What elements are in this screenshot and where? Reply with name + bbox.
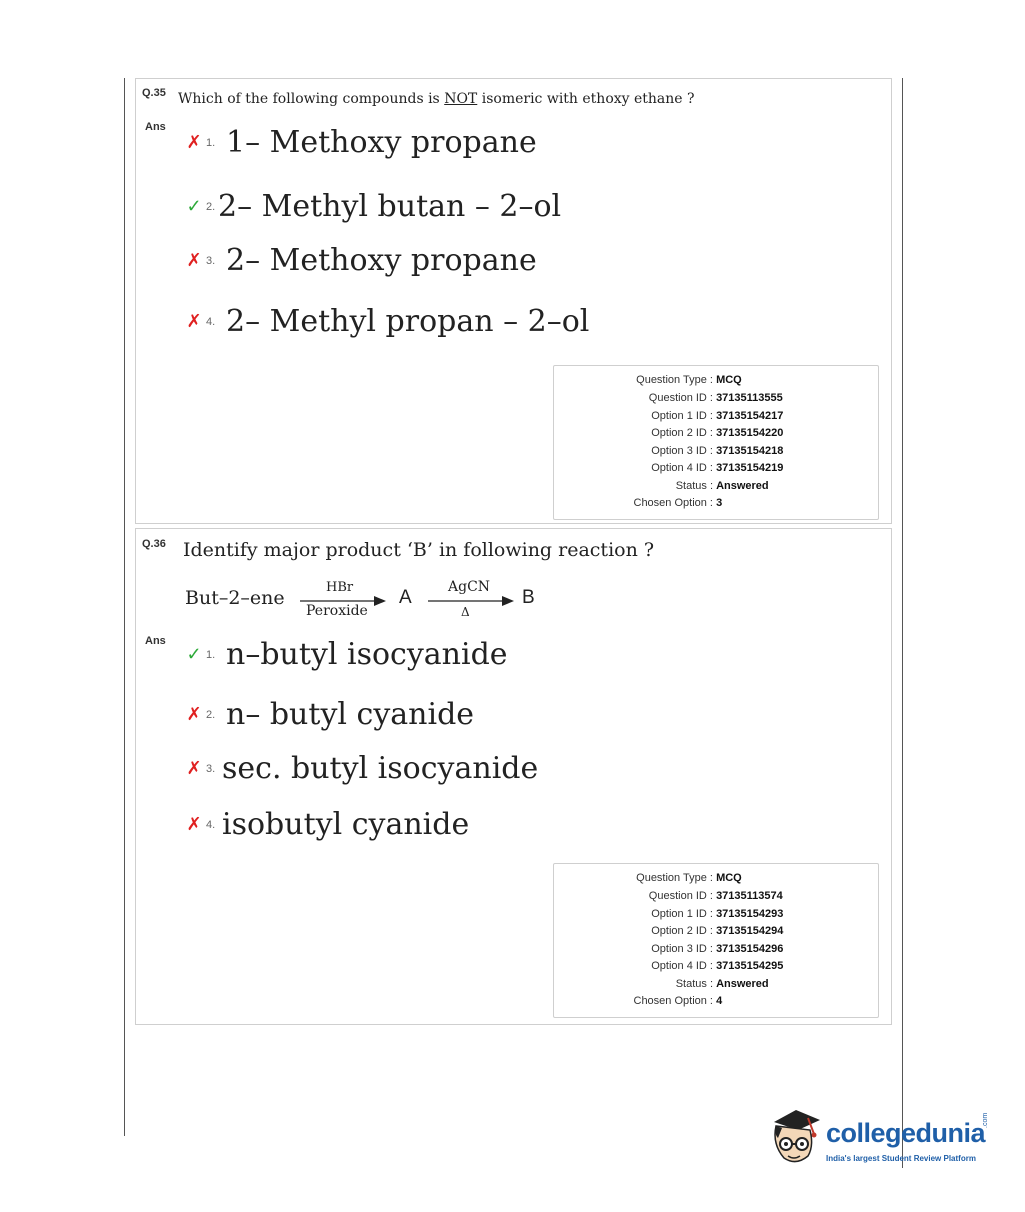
info-row [554, 410, 783, 422]
question-text-part: Which of the following compounds is [178, 91, 445, 107]
option-text: isobutyl cyanide [222, 807, 470, 842]
info-row [554, 497, 722, 509]
cross-icon: ✗ [186, 132, 202, 152]
info-value: MCQ [716, 872, 742, 884]
option-number: 3. [206, 254, 216, 267]
reagent-2-top: AgCN [448, 579, 491, 595]
brand-suffix: .com [982, 1112, 989, 1128]
option-4[interactable] [184, 304, 589, 339]
reactant: But–2–ene [185, 587, 285, 609]
cross-icon: ✗ [186, 814, 202, 834]
option-number: 4. [206, 818, 216, 831]
info-row [554, 445, 783, 457]
info-key: Option 3 ID : [651, 943, 713, 955]
info-key: Option 4 ID : [651, 960, 713, 972]
info-row [554, 960, 783, 972]
answer-label: Ans [145, 635, 166, 647]
info-row [554, 480, 769, 492]
info-value: 37135154219 [716, 462, 784, 474]
info-row [554, 890, 783, 902]
info-value: Answered [716, 480, 769, 492]
info-key: Option 3 ID : [651, 445, 713, 457]
brand-tagline: India's largest Student Review Platform [826, 1154, 976, 1163]
question-35-panel [135, 78, 892, 524]
info-key: Question ID : [648, 392, 713, 404]
reaction-arrow-2 [428, 595, 514, 607]
page-rule-right [902, 78, 903, 1168]
info-value: 37135154296 [716, 943, 784, 955]
question-text [178, 91, 695, 107]
option-number: 3. [206, 762, 216, 775]
reagent-1-bottom: Peroxide [306, 603, 368, 619]
brand-name: collegedunia [826, 1118, 986, 1148]
option-number: 1. [206, 648, 216, 661]
option-text: n– butyl cyanide [226, 697, 475, 732]
info-key: Question ID : [648, 890, 713, 902]
info-value: Answered [716, 978, 769, 990]
info-row [554, 427, 783, 439]
cross-icon: ✗ [186, 311, 202, 331]
info-row [554, 462, 783, 474]
info-row [554, 872, 742, 884]
info-row [554, 978, 769, 990]
option-3[interactable] [184, 751, 538, 786]
info-value: 4 [716, 995, 723, 1007]
question-info-box [553, 365, 879, 520]
mascot-icon [768, 1104, 824, 1170]
option-text: sec. butyl isocyanide [222, 751, 539, 786]
option-number: 2. [206, 708, 216, 721]
option-2[interactable] [184, 189, 561, 224]
option-text: 1– Methoxy propane [226, 125, 537, 160]
product: B [522, 587, 535, 608]
page-rule-left [124, 78, 125, 1136]
info-value: 37135154295 [716, 960, 784, 972]
info-value: 37135154217 [716, 410, 784, 422]
question-text-part: isomeric with ethoxy ethane ? [477, 91, 695, 107]
answer-label: Ans [145, 121, 166, 133]
question-number: Q.36 [142, 538, 166, 550]
option-text: 2– Methyl propan – 2–ol [226, 304, 590, 339]
option-3[interactable] [184, 243, 537, 278]
question-text: Identify major product ‘B’ in following reaction ? [183, 539, 655, 561]
info-key: Question Type : [636, 872, 713, 884]
info-key: Chosen Option : [633, 995, 713, 1007]
info-row [554, 943, 783, 955]
intermediate: A [399, 587, 412, 608]
question-info-box [553, 863, 879, 1018]
info-value: 37135113574 [716, 890, 783, 902]
option-number: 1. [206, 136, 216, 149]
option-number: 2. [206, 200, 216, 213]
question-number: Q.35 [142, 87, 166, 99]
info-value: 37135113555 [716, 392, 783, 404]
info-value: MCQ [716, 374, 742, 386]
info-key: Status : [675, 978, 713, 990]
info-key: Option 2 ID : [651, 925, 713, 937]
option-text: n–butyl isocyanide [226, 637, 508, 672]
info-key: Option 1 ID : [651, 410, 713, 422]
cross-icon: ✗ [186, 250, 202, 270]
reagent-1-top: HBr [326, 580, 354, 595]
question-text-emphasis: NOT [444, 91, 478, 107]
info-value: 37135154220 [716, 427, 784, 439]
info-value: 37135154218 [716, 445, 784, 457]
info-key: Option 2 ID : [651, 427, 713, 439]
option-text: 2– Methoxy propane [226, 243, 537, 278]
info-row [554, 392, 783, 404]
cross-icon: ✗ [186, 758, 202, 778]
option-1[interactable] [184, 125, 537, 160]
info-key: Status : [675, 480, 713, 492]
reagent-2-bottom: Δ [461, 605, 470, 619]
option-number: 4. [206, 315, 216, 328]
info-row [554, 374, 742, 386]
question-36-panel [135, 528, 892, 1025]
option-text: 2– Methyl butan – 2–ol [218, 189, 562, 224]
option-1[interactable] [184, 637, 508, 672]
info-key: Option 1 ID : [651, 908, 713, 920]
info-row [554, 995, 722, 1007]
info-row [554, 908, 783, 920]
check-icon: ✓ [186, 196, 202, 216]
option-4[interactable] [184, 807, 469, 842]
option-2[interactable] [184, 697, 474, 732]
info-key: Chosen Option : [633, 497, 713, 509]
info-key: Option 4 ID : [651, 462, 713, 474]
cross-icon: ✗ [186, 704, 202, 724]
info-value: 37135154293 [716, 908, 784, 920]
collegedunia-logo[interactable] [768, 1104, 998, 1174]
check-icon: ✓ [186, 644, 202, 664]
info-value: 3 [716, 497, 723, 509]
info-value: 37135154294 [716, 925, 784, 937]
info-key: Question Type : [636, 374, 713, 386]
info-row [554, 925, 783, 937]
